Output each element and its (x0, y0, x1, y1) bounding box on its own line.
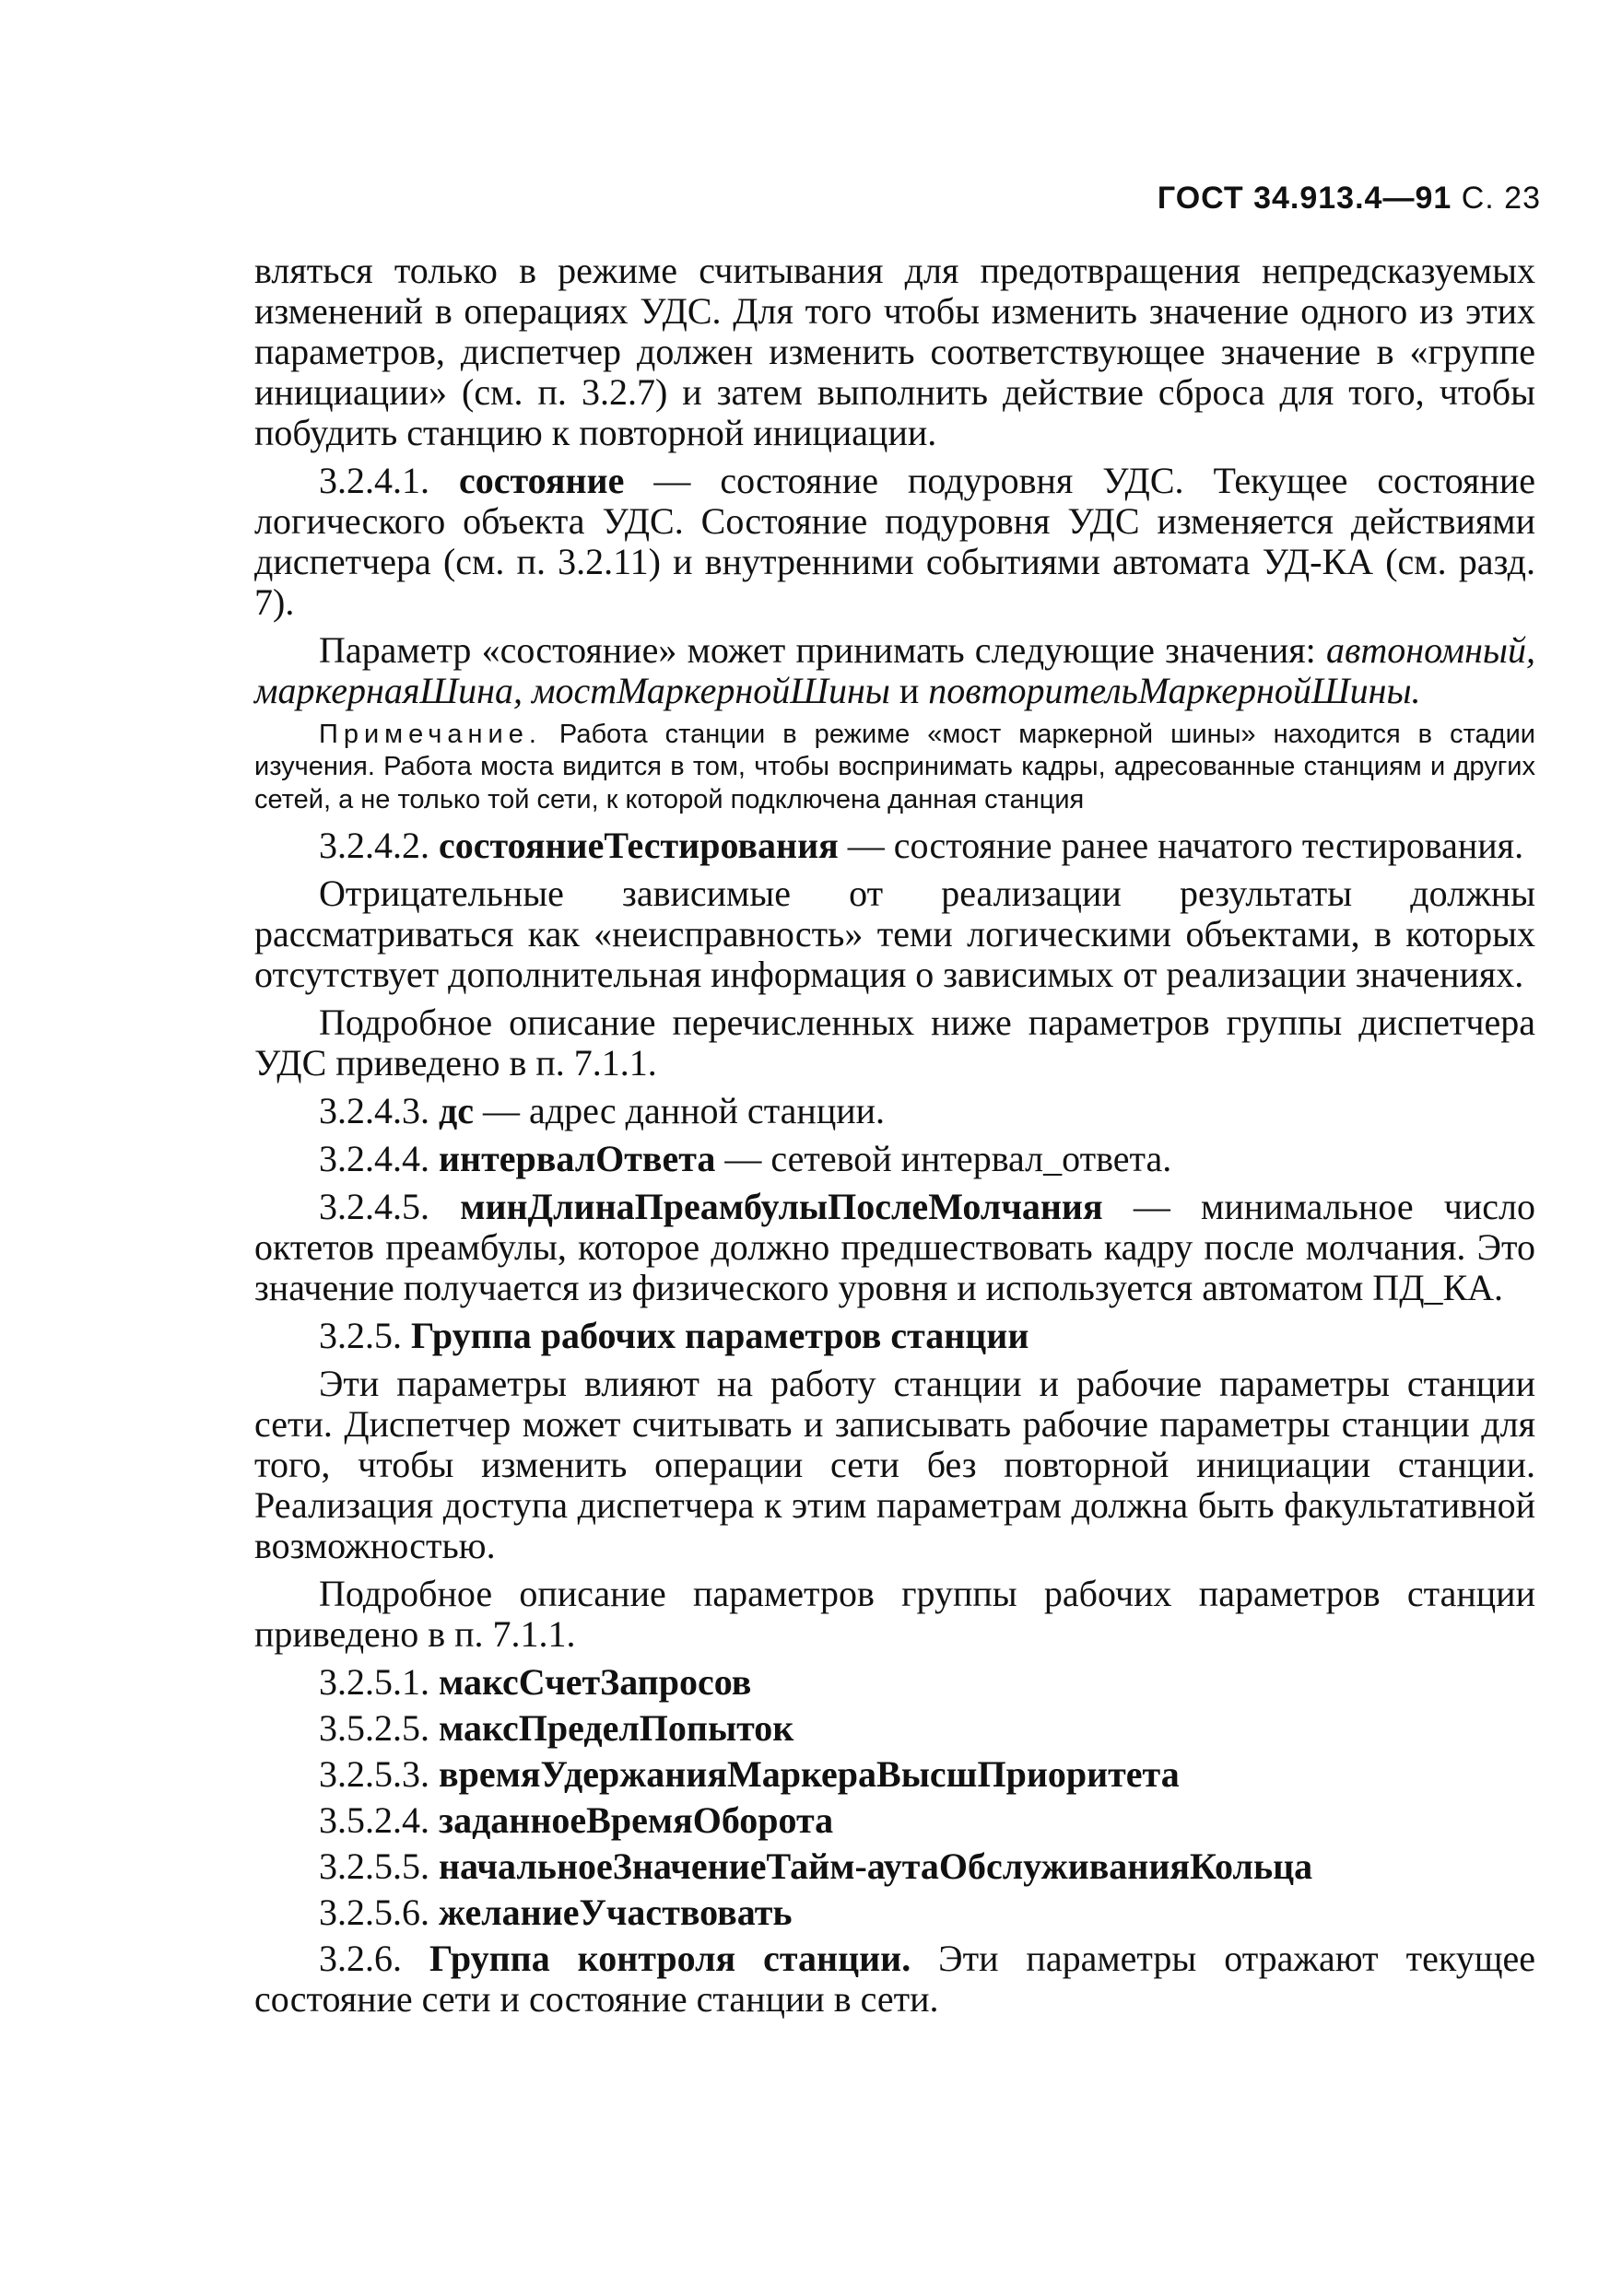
list-item (319, 1800, 1535, 1841)
list-item-term: максПределПопыток (439, 1707, 794, 1750)
paragraph-continuation: вляться только в режиме считывания для предотвращения непредсказуемых изменений в операциях УДС. Для того чтобы изменить значение одного из этих параметров, диспетчер должен изменить соответствующее значение в «группе инициации» (см. п. 3.2.7) и затем выполнить действие сброса для того, чтобы побудить станцию к повторной инициации. (254, 250, 1535, 453)
section-3-2-4-1 (254, 461, 1535, 623)
list-item-number: 3.2.5.5. (319, 1845, 429, 1888)
paragraph-operating-params: Эти параметры влияют на работу станции и рабочие параметры станции сети. Диспетчер может считывать и записывать рабочие параметры станции для того, чтобы изменить операции сети без повторной инициации станции. Реализация доступа диспетчера к этим параметрам должна быть факультативной возможностью. (254, 1363, 1535, 1567)
section-number: 3.2.4.5. (319, 1186, 429, 1228)
section-number: 3.2.5. (319, 1315, 402, 1357)
section-text: Эти параметры отражают текущее состояние сети и состояние станции в сети. (254, 1938, 1536, 2021)
list-item-number: 3.2.5.3. (319, 1753, 429, 1796)
list-item-number: 3.5.2.5. (319, 1707, 429, 1750)
value-token-bus-repeater: повторительМаркернойШины. (928, 670, 1421, 711)
document-body (254, 251, 1535, 2027)
section-3-2-6 (254, 1939, 1535, 2020)
list-item-number: 3.5.2.4. (319, 1799, 429, 1842)
list-item-term: заданноеВремяОборота (439, 1799, 834, 1842)
list-item (319, 1708, 1535, 1749)
page-number: С. 23 (1461, 181, 1541, 216)
section-3-2-4-3 (254, 1091, 1535, 1131)
section-text: — сетевой интервал_ответа. (715, 1138, 1172, 1180)
paragraph-negative-results: Отрицательные зависимые от реализации результаты должны рассматриваться как «неисправность» теми логическими объектами, в которых отсутствует дополнительная информация о зависимых от реализации значениях. (254, 873, 1535, 996)
section-number: 3.2.4.1. (319, 460, 429, 501)
paragraph-detail-operating: Подробное описание параметров группы рабочих параметров станции приведено в п. 7.1.1. (254, 1573, 1535, 1656)
parameter-list (319, 1662, 1535, 1933)
list-item (319, 1662, 1535, 1703)
standard-number: ГОСТ 34.913.4—91 (1157, 181, 1452, 216)
section-title: Группа рабочих параметров станции (411, 1315, 1029, 1357)
section-number: 3.2.4.2. (319, 825, 429, 867)
list-item-term: желаниеУчаствовать (439, 1892, 793, 1934)
section-3-2-5-heading (254, 1316, 1535, 1356)
page-header (1158, 181, 1541, 217)
value-token-bus: маркернаяШина, (254, 670, 523, 711)
list-item-term: максСчетЗапросов (439, 1661, 752, 1704)
section-text: — состояние подуровня УДС. Текущее состояние логического объекта УДС. Состояние подуровня УДС изменяется действиями диспетчера (см. п. 3.2.11) и внутренними событиями автомата УД-КА (см. разд. 7). (254, 460, 1536, 623)
list-item (319, 1892, 1535, 1933)
section-term: минДлинаПреамбулыПослеМолчания (460, 1186, 1103, 1228)
section-3-2-4-2 (254, 826, 1535, 866)
values-lead: Параметр «состояние» может принимать следующие значения: (319, 629, 1326, 671)
section-number: 3.2.6. (319, 1938, 402, 1980)
section-number: 3.2.4.3. (319, 1090, 429, 1132)
section-3-2-4-4 (254, 1139, 1535, 1179)
values-and: и (889, 670, 929, 711)
note (254, 719, 1535, 816)
list-item (319, 1846, 1535, 1887)
paragraph-state-values (254, 630, 1535, 711)
value-autonomous: автономный, (1325, 629, 1535, 671)
list-item (319, 1754, 1535, 1795)
section-text: — минимальное число октетов преамбулы, которое должно предшествовать кадру после молчания. Это значение получается из физического уровня и используется автоматом ПД_КА. (254, 1186, 1536, 1309)
section-number: 3.2.4.4. (319, 1138, 429, 1180)
section-term: состояние (459, 460, 625, 501)
section-title: Группа контроля станции. (429, 1938, 911, 1980)
note-label: Примечание. (319, 720, 542, 749)
section-term: дс (439, 1090, 474, 1132)
value-token-bus-bridge: мостМаркернойШины (532, 670, 890, 711)
section-term: состояниеТестирования (439, 825, 839, 867)
section-text: — состояние ранее начатого тестирования. (838, 825, 1524, 867)
note-text: Работа станции в режиме «мост маркерной шины» находится в стадии изучения. Работа моста видится в том, чтобы воспринимать кадры, адресованные станциям и других сетей, а не только той сети, к которой подключена данная станция (254, 720, 1535, 814)
paragraph-detail-manager: Подробное описание перечисленных ниже параметров группы диспетчера УДС приведено в п. 7.1.1. (254, 1002, 1535, 1084)
list-item-number: 3.2.5.1. (319, 1661, 429, 1704)
list-item-number: 3.2.5.6. (319, 1892, 429, 1934)
section-text: — адрес данной станции. (474, 1090, 886, 1132)
section-3-2-4-5 (254, 1187, 1535, 1308)
section-term: интервалОтвета (439, 1138, 716, 1180)
list-item-term: времяУдержанияМаркераВысшПриоритета (439, 1753, 1180, 1796)
list-item-term: начальноеЗначениеТайм-аутаОбслуживанияКольца (439, 1845, 1313, 1888)
